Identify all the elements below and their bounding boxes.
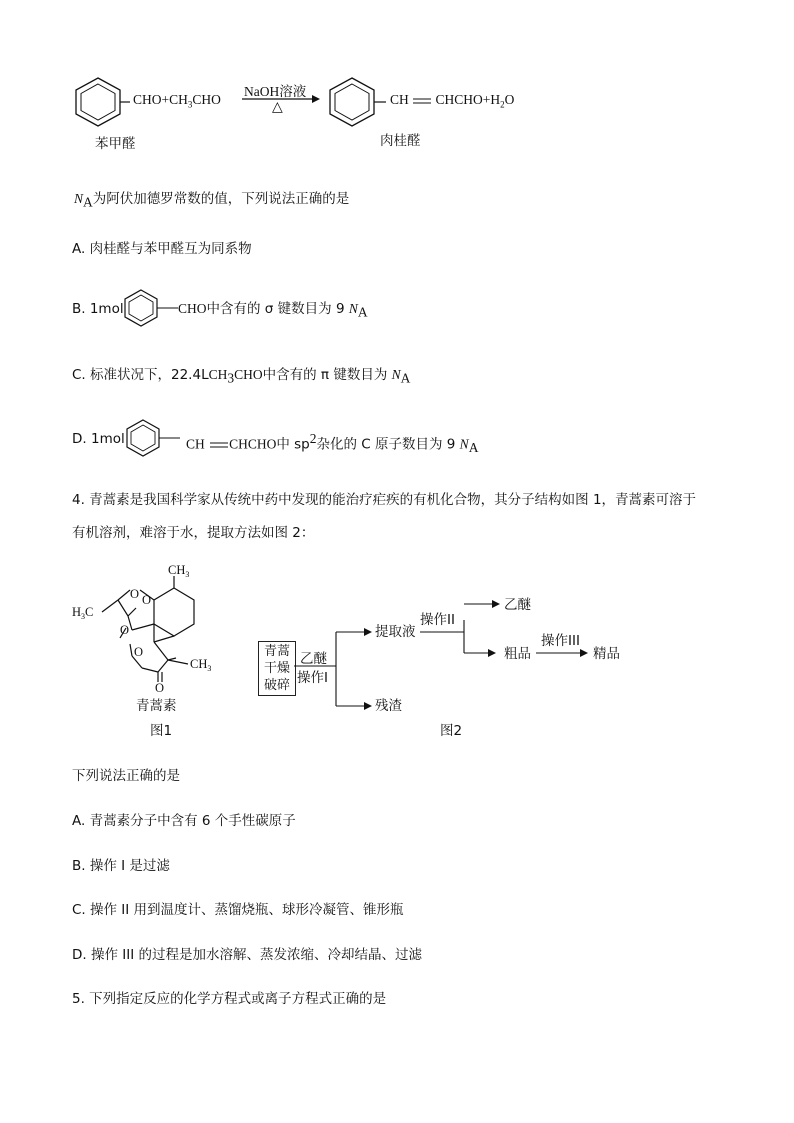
fig2-crude: 粗品: [504, 646, 531, 662]
label-cinnamaldehyde: 肉桂醛: [380, 133, 421, 149]
fig1-name: 青蒿素: [136, 698, 177, 714]
fig2-op3-label: 操作III: [541, 633, 580, 649]
benzene-ring-option-b: [122, 288, 180, 328]
fig1-oxygen: O: [155, 681, 165, 695]
reactant-formula: $CHO+CH_3CHO$: [133, 92, 221, 110]
product-formula: CH $CHCHO+H_2O$: [390, 92, 515, 110]
q3-option-b-text: CHO中含有的 σ 键数目为 9 $N_A$: [178, 301, 368, 320]
fig1-oxygen: O: [134, 645, 144, 659]
benzene-ring-product: [328, 75, 388, 129]
fig2-fine: 精品: [593, 646, 620, 662]
fig2-residue: 残渣: [375, 698, 402, 714]
heat-condition-icon: △: [272, 100, 283, 115]
q4-option-b: B. 操作 I 是过滤: [72, 858, 170, 874]
q5-stem: 5. 下列指定反应的化学方程式或离子方程式正确的是: [72, 991, 387, 1007]
label-benzaldehyde: 苯甲醛: [95, 136, 136, 152]
q3-option-b: B. 1mol: [72, 301, 124, 317]
fig2-start-box: 青蒿 干燥 破碎: [258, 641, 296, 696]
q4-option-d: D. 操作 III 的过程是加水溶解、蒸发浓缩、冷却结晶、过滤: [72, 947, 423, 963]
fig1-oxygen: O: [120, 623, 130, 637]
fig1-caption: 图1: [150, 723, 173, 739]
q4-prompt: 下列说法正确的是: [72, 768, 180, 784]
fig1-h3c-left: $H_3C$: [72, 605, 94, 621]
q4-option-c: C. 操作 II 用到温度计、蒸馏烧瓶、球形冷凝管、锥形瓶: [72, 902, 404, 918]
q4-stem-line1: 4. 青蒿素是我国科学家从传统中药中发现的能治疗疟疾的有机化合物，其分子结构如图 1，青蒿素可溶于: [72, 492, 697, 508]
fig2-op1-solvent: 乙醚: [300, 651, 327, 667]
reagent-label: NaOH溶液: [244, 84, 307, 99]
fig1-oxygen: O: [130, 587, 140, 601]
fig2-ether: 乙醚: [504, 597, 531, 613]
q3-option-a: A. 肉桂醛与苯甲醛互为同系物: [72, 241, 252, 257]
q4-option-a: A. 青蒿素分子中含有 6 个手性碳原子: [72, 813, 296, 829]
q4-stem-line2: 有机溶剂，难溶于水，提取方法如图 2：: [72, 525, 315, 541]
fig1-ch3-right: $CH_3$: [190, 657, 212, 673]
q3-stem: $N_A$为阿伏加德罗常数的值，下列说法正确的是: [74, 191, 350, 210]
benzene-ring-reactant: [70, 75, 130, 129]
fig1-oxygen: O: [142, 593, 152, 607]
fig2-caption: 图2: [440, 723, 463, 739]
q3-option-c: C. 标准状况下，$22.4LCH_3CHO$中含有的 π 键数目为 $N_A$: [72, 367, 411, 386]
fig2-arrow-ether: [464, 598, 504, 614]
q3-option-d: D. 1mol: [72, 431, 125, 447]
benzene-ring-option-d: [122, 418, 182, 458]
artemisinin-structure: [70, 560, 230, 705]
fig1-ch3-top: $CH_3$: [168, 563, 190, 579]
fig2-op1-label: 操作I: [297, 670, 328, 686]
fig2-op2-label: 操作II: [420, 612, 455, 628]
fig2-extract: 提取液: [375, 624, 416, 640]
q3-option-d-text: CH CHCHO中 $sp^2$杂化的 C 原子数目为 9 $N_A$: [186, 431, 479, 456]
